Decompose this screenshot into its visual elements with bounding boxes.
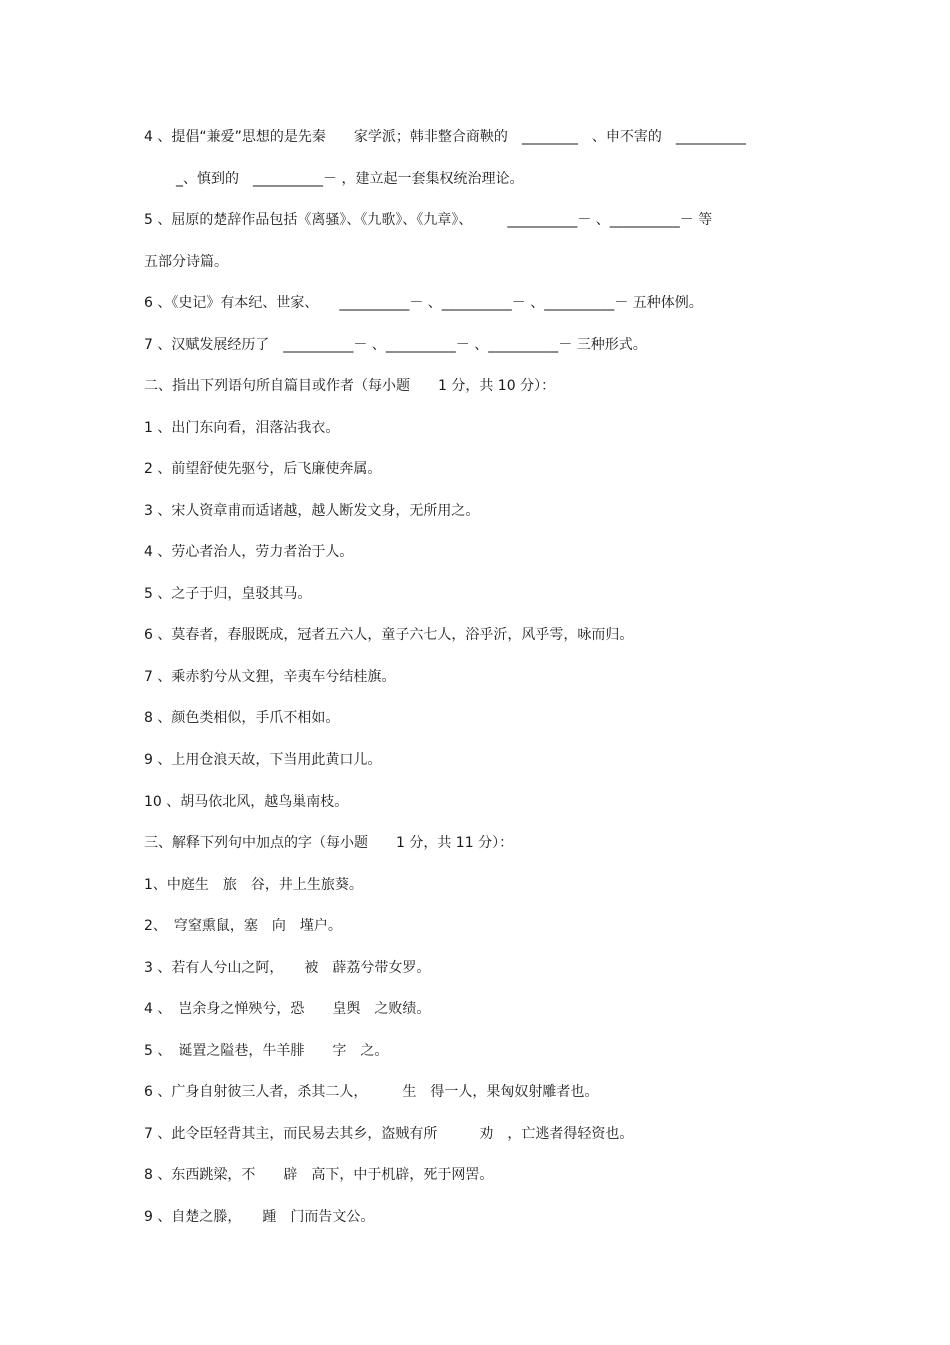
section-3-item: 3 、若有人兮山之阿， 被 薜荔兮带女罗。 — [144, 960, 431, 976]
question-4-line-2: _、慎到的 __________－ ，建立起一套集权统治理论。 — [176, 171, 524, 187]
section-3-item: 6 、广身自射彼三人者，杀其二人， 生 得一人，果匈奴射雕者也。 — [144, 1084, 599, 1100]
section-2-item: 10 、胡马依北风，越鸟巢南枝。 — [144, 794, 349, 810]
section-3-heading: 三、解释下列句中加点的字（每小题 1 分，共 11 分）： — [144, 835, 514, 851]
section-3-item: 1、中庭生 旅 谷，井上生旅葵。 — [144, 877, 363, 893]
section-3-item: 8 、东西跳梁，不 辟 高下，中于机辟，死于网罟。 — [144, 1167, 494, 1183]
section-2-item: 8 、颜色类相似，手爪不相如。 — [144, 710, 340, 726]
question-5-line-1: 5 、屈原的楚辞作品包括《离骚》、《九歌》、《九章》、 __________－ 、__________－ 等 — [144, 212, 713, 228]
question-7: 7 、汉赋发展经历了 __________－ 、__________－ 、__________－ 三种形式。 — [144, 337, 647, 353]
question-5-line-2: 五部分诗篇。 — [144, 254, 228, 270]
question-4-line-1: 4 、提倡“兼爱”思想的是先秦 家学派；韩非整合商鞅的 ________ 、申不害的 __________ — [144, 129, 746, 145]
section-3-item: 5 、 诞置之隘巷，牛羊腓 字 之。 — [144, 1043, 389, 1059]
section-2-item: 4 、劳心者治人，劳力者治于人。 — [144, 544, 354, 560]
question-6: 6 、《史记》有本纪、世家、 __________－ 、__________－ 、__________－ 五种体例。 — [144, 295, 703, 311]
section-3-item: 9 、自楚之滕， 踵 门而告文公。 — [144, 1209, 375, 1225]
section-2-heading: 二、指出下列语句所自篇目或作者（每小题 1 分，共 10 分）： — [144, 378, 556, 394]
section-2-item: 2 、前望舒使先驱兮，后飞廉使奔属。 — [144, 461, 382, 477]
section-2-item: 3 、宋人资章甫而适诸越，越人断发文身，无所用之。 — [144, 503, 480, 519]
section-2-item: 7 、乘赤豹兮从文狸，辛夷车兮结桂旗。 — [144, 669, 396, 685]
section-2-item: 5 、之子于归，皇驳其马。 — [144, 586, 312, 602]
section-2-item: 1 、出门东向看，泪落沾我衣。 — [144, 420, 340, 436]
section-3-item: 4 、 岂余身之惮殃兮，恐 皇舆 之败绩。 — [144, 1001, 431, 1017]
section-3-item: 2、 穹窒熏鼠，塞 向 墐户。 — [144, 918, 342, 934]
section-2-item: 6 、莫春者，春服既成，冠者五六人，童子六七人，浴乎沂，风乎雩，咏而归。 — [144, 627, 634, 643]
section-3-item: 7 、此令臣轻背其主，而民易去其乡，盗贼有所 劝 ，亡逃者得轻资也。 — [144, 1126, 634, 1142]
section-2-item: 9 、上用仓浪天故，下当用此黄口儿。 — [144, 752, 382, 768]
